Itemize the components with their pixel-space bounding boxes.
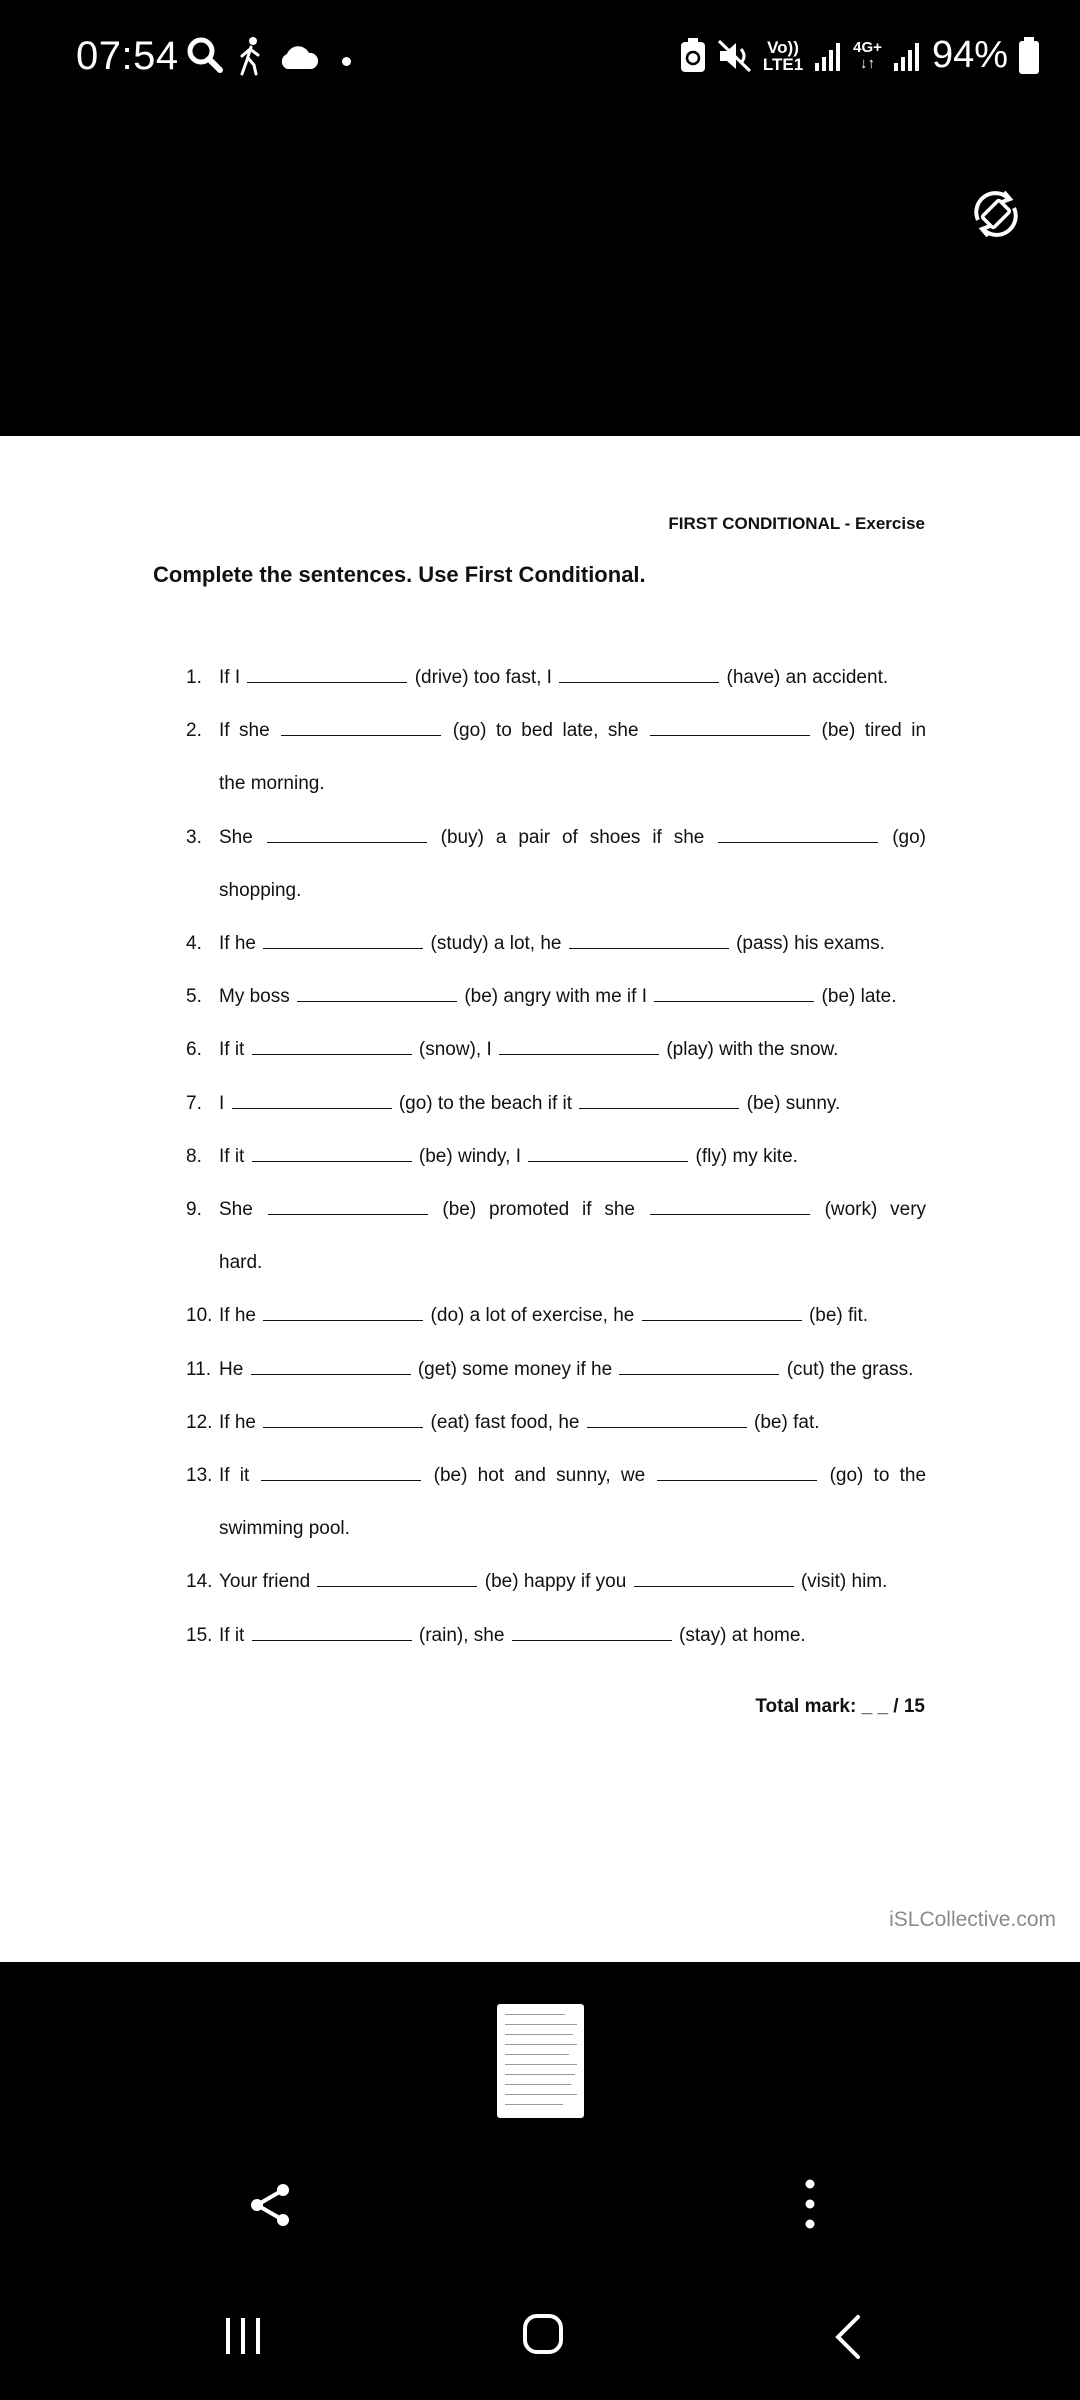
- item-text: [219, 715, 926, 747]
- rotate-screen-button[interactable]: [968, 186, 1024, 242]
- more-options-button[interactable]: [792, 2176, 828, 2232]
- item-text: [219, 1194, 926, 1226]
- answer-blank: [263, 1300, 423, 1321]
- image-thumbnail[interactable]: [497, 2004, 584, 2118]
- item-text-part: (be) fit.: [808, 1305, 869, 1327]
- answer-blank: [252, 1620, 412, 1641]
- item-continuation-text: the morning.: [219, 773, 325, 795]
- item-text-part: (be) tired in: [821, 720, 927, 742]
- answer-blank: [657, 1460, 817, 1481]
- item-continuation-text: hard.: [219, 1252, 263, 1274]
- exercise-item: [186, 662, 926, 694]
- answer-blank: [317, 1566, 477, 1587]
- item-text-part: He: [219, 1358, 244, 1380]
- item-text-part: (fly) my kite.: [695, 1145, 798, 1167]
- item-text-part: (be) late.: [821, 986, 897, 1008]
- answer-blank: [642, 1300, 802, 1321]
- exercise-item: [186, 1194, 926, 1226]
- item-text-part: If she: [219, 720, 270, 742]
- item-text-part: (do) a lot of exercise, he: [430, 1305, 635, 1327]
- item-text-part: (be) fat.: [754, 1411, 820, 1433]
- answer-blank: [650, 1194, 810, 1215]
- item-text: [219, 981, 926, 1013]
- answer-blank: [619, 1354, 779, 1375]
- exercise-item-continuation: [186, 768, 926, 800]
- item-text-part: My boss: [219, 986, 290, 1008]
- notification-dot: [342, 57, 351, 66]
- item-number: 1.: [186, 667, 202, 688]
- answer-blank: [499, 1034, 659, 1055]
- item-text-part: (be) sunny.: [746, 1092, 841, 1114]
- exercise-item: [186, 1566, 926, 1598]
- status-bar: [0, 0, 1080, 125]
- network-type-indicator: 4G+ ↓↑: [853, 38, 882, 72]
- status-time: 07:54: [76, 34, 179, 78]
- exercise-item: [186, 715, 926, 747]
- answer-blank: [263, 1407, 423, 1428]
- item-text: [219, 1034, 926, 1066]
- search-icon: [186, 36, 224, 74]
- item-text-part: (visit) him.: [800, 1571, 888, 1593]
- item-text: [219, 1566, 926, 1598]
- item-text: [219, 1354, 926, 1386]
- item-continuation-text: shopping.: [219, 879, 302, 901]
- item-text: [219, 928, 926, 960]
- exercise-item: [186, 1407, 926, 1439]
- item-text-part: If he: [219, 933, 256, 954]
- battery-saver-icon: [679, 38, 707, 74]
- item-number: 11.: [186, 1358, 212, 1380]
- exercise-item: [186, 1034, 926, 1066]
- item-number: 4.: [186, 933, 202, 954]
- total-mark: Total mark: _ _ / 15: [755, 1696, 925, 1717]
- item-number: 8.: [186, 1145, 202, 1167]
- item-number: 13.: [186, 1465, 213, 1486]
- navigation-bar: [0, 2290, 1080, 2400]
- item-text-part: (snow), I: [418, 1039, 492, 1061]
- item-text-part: If I: [219, 667, 241, 688]
- exercise-item: [186, 928, 926, 960]
- item-text-part: (stay) at home.: [679, 1624, 806, 1646]
- item-text-part: (study) a lot, he: [430, 933, 562, 954]
- exercise-item: [186, 981, 926, 1013]
- item-text: [219, 1407, 926, 1439]
- item-text-part: She: [219, 826, 253, 848]
- exercise-item: [186, 822, 926, 854]
- exercise-list: [0, 436, 1080, 1646]
- item-number: 15.: [186, 1624, 213, 1646]
- item-number: 10.: [186, 1305, 213, 1327]
- exercise-item-continuation: [186, 1513, 926, 1545]
- answer-blank: [650, 715, 810, 736]
- exercise-item: [186, 1354, 926, 1386]
- item-number: 2.: [186, 720, 202, 742]
- exercise-item: [186, 1088, 926, 1120]
- item-text-part: (go) to the beach if it: [398, 1092, 573, 1114]
- item-text-part: If it: [219, 1624, 245, 1646]
- exercise-item: [186, 1141, 926, 1173]
- item-text-part: Your friend: [219, 1571, 311, 1593]
- item-text: [219, 822, 926, 854]
- item-number: 5.: [186, 986, 202, 1008]
- item-text-part: (get) some money if he: [417, 1358, 613, 1380]
- worksheet-instruction: Complete the sentences. Use First Conditional.: [153, 562, 646, 587]
- answer-blank: [718, 822, 878, 843]
- exercise-item: [186, 1300, 926, 1332]
- item-number: 7.: [186, 1092, 202, 1114]
- signal-icon-2: [892, 41, 922, 71]
- item-text-part: (cut) the grass.: [786, 1358, 914, 1380]
- answer-blank: [268, 1194, 428, 1215]
- watermark: iSLCollective.com: [889, 1908, 1056, 1931]
- item-text-part: She: [219, 1199, 253, 1220]
- item-text-part: If it: [219, 1039, 245, 1061]
- answer-blank: [297, 981, 457, 1002]
- exercise-item-continuation: [186, 875, 926, 907]
- answer-blank: [634, 1566, 794, 1587]
- item-text-part: (be) happy if you: [484, 1571, 627, 1593]
- item-text-part: (work) very: [824, 1199, 927, 1220]
- recents-button[interactable]: [222, 2316, 264, 2356]
- item-text-part: (drive) too fast, I: [414, 667, 552, 688]
- item-text: [219, 662, 926, 694]
- answer-blank: [587, 1407, 747, 1428]
- home-button[interactable]: [523, 2314, 563, 2354]
- item-text-part: If it: [219, 1145, 245, 1167]
- signal-icon-1: [813, 41, 843, 71]
- back-button[interactable]: [832, 2314, 862, 2360]
- item-text-part: (eat) fast food, he: [430, 1411, 580, 1433]
- answer-blank: [267, 822, 427, 843]
- item-text-part: If he: [219, 1305, 256, 1327]
- exercise-item: [186, 1460, 926, 1492]
- answer-blank: [281, 715, 441, 736]
- answer-blank: [261, 1460, 421, 1481]
- item-text: [219, 1141, 926, 1173]
- battery-icon: [1018, 37, 1040, 75]
- item-number: 3.: [186, 826, 202, 848]
- answer-blank: [232, 1088, 392, 1109]
- cloud-icon: [278, 44, 320, 70]
- mute-icon: [717, 39, 753, 73]
- battery-percentage: 94%: [931, 34, 1008, 76]
- answer-blank: [263, 928, 423, 949]
- worksheet-image[interactable]: [0, 436, 1080, 1962]
- item-text-part: (be) hot and sunny, we: [433, 1465, 646, 1486]
- item-text-part: (buy) a pair of shoes if she: [440, 826, 705, 848]
- item-number: 12.: [186, 1411, 213, 1433]
- share-button[interactable]: [245, 2180, 295, 2230]
- worksheet-heading: FIRST CONDITIONAL - Exercise: [668, 514, 925, 533]
- item-text-part: (go) to bed late, she: [452, 720, 639, 742]
- item-text-part: (play) with the snow.: [666, 1039, 839, 1061]
- item-text-part: (pass) his exams.: [736, 933, 885, 954]
- item-text-part: (be) promoted if she: [442, 1199, 635, 1220]
- exercise-item-continuation: [186, 1247, 926, 1279]
- item-text-part: (go) to the: [829, 1465, 927, 1486]
- answer-blank: [512, 1620, 672, 1641]
- item-number: 9.: [186, 1199, 202, 1220]
- item-text-part: (go): [892, 826, 927, 848]
- answer-blank: [579, 1088, 739, 1109]
- item-text-part: (rain), she: [418, 1624, 505, 1646]
- status-right: [679, 34, 1040, 77]
- item-text-part: If he: [219, 1411, 256, 1433]
- volte-indicator: Vo)) LTE1: [762, 37, 804, 74]
- item-text-part: I: [219, 1092, 225, 1114]
- answer-blank: [559, 662, 719, 683]
- answer-blank: [252, 1034, 412, 1055]
- item-text-part: (be) windy, I: [418, 1145, 521, 1167]
- answer-blank: [247, 662, 407, 683]
- item-text: [219, 1088, 926, 1120]
- item-text-part: If it: [219, 1465, 250, 1486]
- item-number: 6.: [186, 1039, 202, 1061]
- answer-blank: [528, 1141, 688, 1162]
- item-number: 14.: [186, 1571, 213, 1593]
- walking-icon: [236, 36, 266, 76]
- answer-blank: [654, 981, 814, 1002]
- item-text: [219, 1300, 926, 1332]
- item-text: [219, 1460, 926, 1492]
- answer-blank: [252, 1141, 412, 1162]
- item-text: [219, 1620, 926, 1652]
- answer-blank: [251, 1354, 411, 1375]
- item-continuation-text: swimming pool.: [219, 1518, 350, 1540]
- item-text-part: (be) angry with me if I: [464, 986, 647, 1008]
- exercise-item: [186, 1620, 926, 1652]
- item-text-part: (have) an accident.: [726, 667, 889, 688]
- answer-blank: [569, 928, 729, 949]
